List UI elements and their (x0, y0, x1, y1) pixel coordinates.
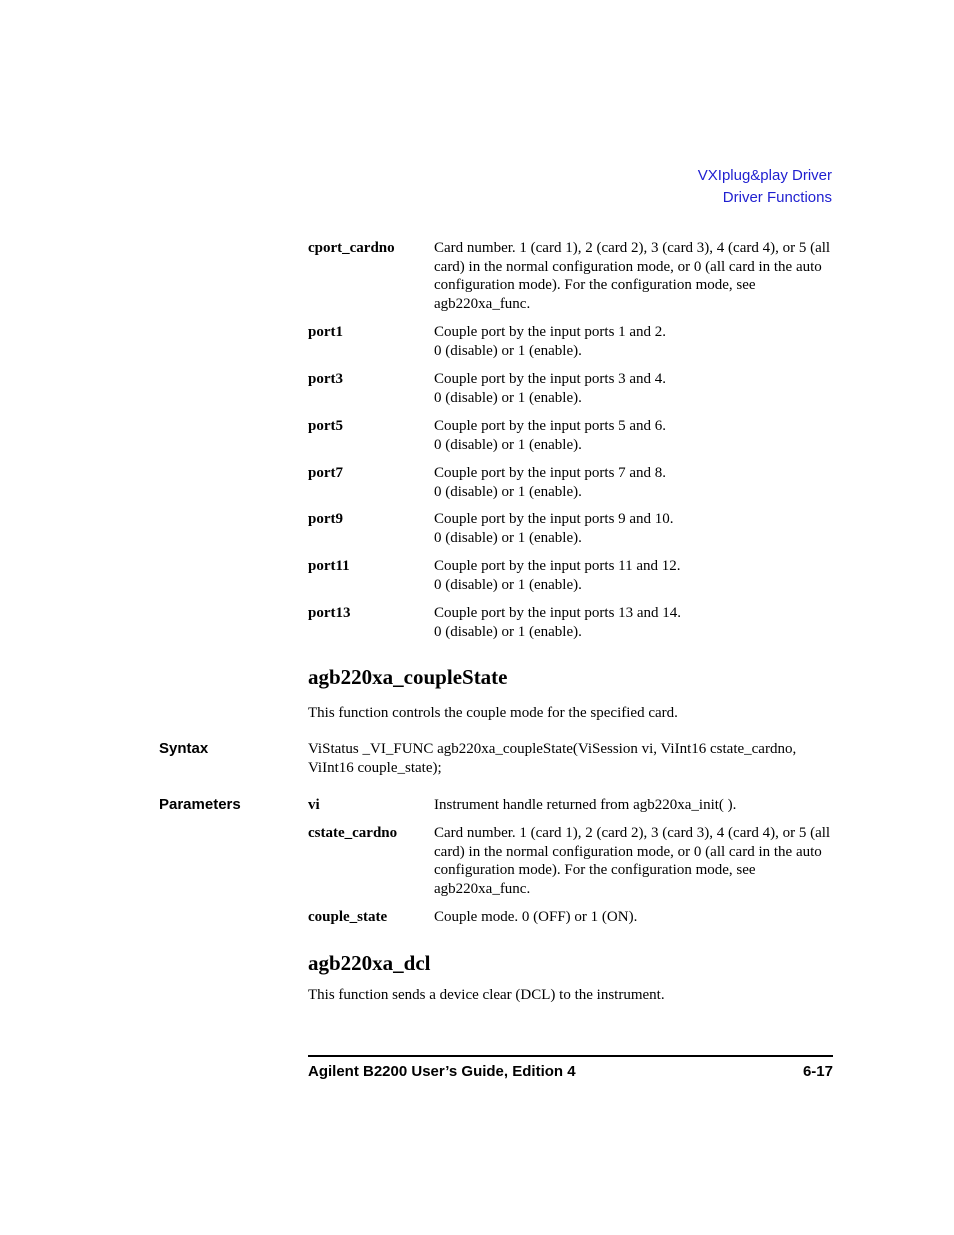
header-chapter[interactable]: VXIplug&play Driver (697, 167, 832, 184)
param-desc: Couple port by the input ports 5 and 6. 0 (disable) or 1 (enable). (434, 418, 667, 453)
param-desc: Card number. 1 (card 1), 2 (card 2), 3 (card 3), 4 (card 4), or 5 (all card) in the normal configuration mode, or 0 (all card in the auto configuration mode). For the configuration mode, see agb220xa_func. (434, 825, 831, 897)
param-name: vi (308, 797, 320, 813)
section-intro: This function sends a device clear (DCL) to the instrument. (308, 987, 665, 1003)
param-desc: Couple port by the input ports 13 and 14. 0 (disable) or 1 (enable). (434, 605, 682, 640)
section-intro: This function controls the couple mode for the specified card. (308, 705, 678, 721)
param-desc: Couple port by the input ports 3 and 4. 0 (disable) or 1 (enable). (434, 371, 667, 406)
section-heading-dcl: agb220xa_dcl (308, 951, 431, 975)
param-name: cport_cardno (308, 240, 395, 256)
param-name: cstate_cardno (308, 825, 398, 841)
param-name: port9 (308, 511, 343, 527)
param-desc: Couple port by the input ports 11 and 12. 0 (disable) or 1 (enable). (434, 558, 681, 593)
param-name: couple_state (308, 909, 388, 925)
running-header (698, 165, 832, 209)
footer-rule (308, 1055, 833, 1057)
page-number: 6-17 (802, 1063, 833, 1080)
param-name: port7 (308, 465, 343, 481)
syntax-text: ViStatus _VI_FUNC agb220xa_coupleState(ViSession vi, ViInt16 cstate_cardno, ViInt16 couple_state); (308, 741, 797, 776)
param-name: port11 (308, 558, 350, 574)
param-desc: Couple port by the input ports 1 and 2. 0 (disable) or 1 (enable). (434, 324, 667, 359)
param-desc: Card number. 1 (card 1), 2 (card 2), 3 (card 3), 4 (card 4), or 5 (all card) in the normal configuration mode, or 0 (all card in the auto configuration mode). For the configuration mode, see agb220xa_func. (434, 240, 831, 312)
param-name: port3 (308, 371, 343, 387)
param-desc: Couple mode. 0 (OFF) or 1 (ON). (434, 909, 638, 925)
header-section[interactable]: Driver Functions (722, 189, 832, 206)
syntax-label: Syntax (159, 740, 209, 757)
param-name: port5 (308, 418, 343, 434)
section-heading-couplestate: agb220xa_coupleState (308, 665, 508, 689)
param-name: port13 (308, 605, 351, 621)
param-name: port1 (308, 324, 343, 340)
param-desc: Instrument handle returned from agb220xa_init( ). (434, 797, 737, 813)
parameters-label: Parameters (159, 796, 241, 813)
param-desc: Couple port by the input ports 7 and 8. 0 (disable) or 1 (enable). (434, 465, 667, 500)
footer-title: Agilent B2200 User’s Guide, Edition 4 (308, 1063, 576, 1080)
param-desc: Couple port by the input ports 9 and 10. 0 (disable) or 1 (enable). (434, 511, 674, 546)
